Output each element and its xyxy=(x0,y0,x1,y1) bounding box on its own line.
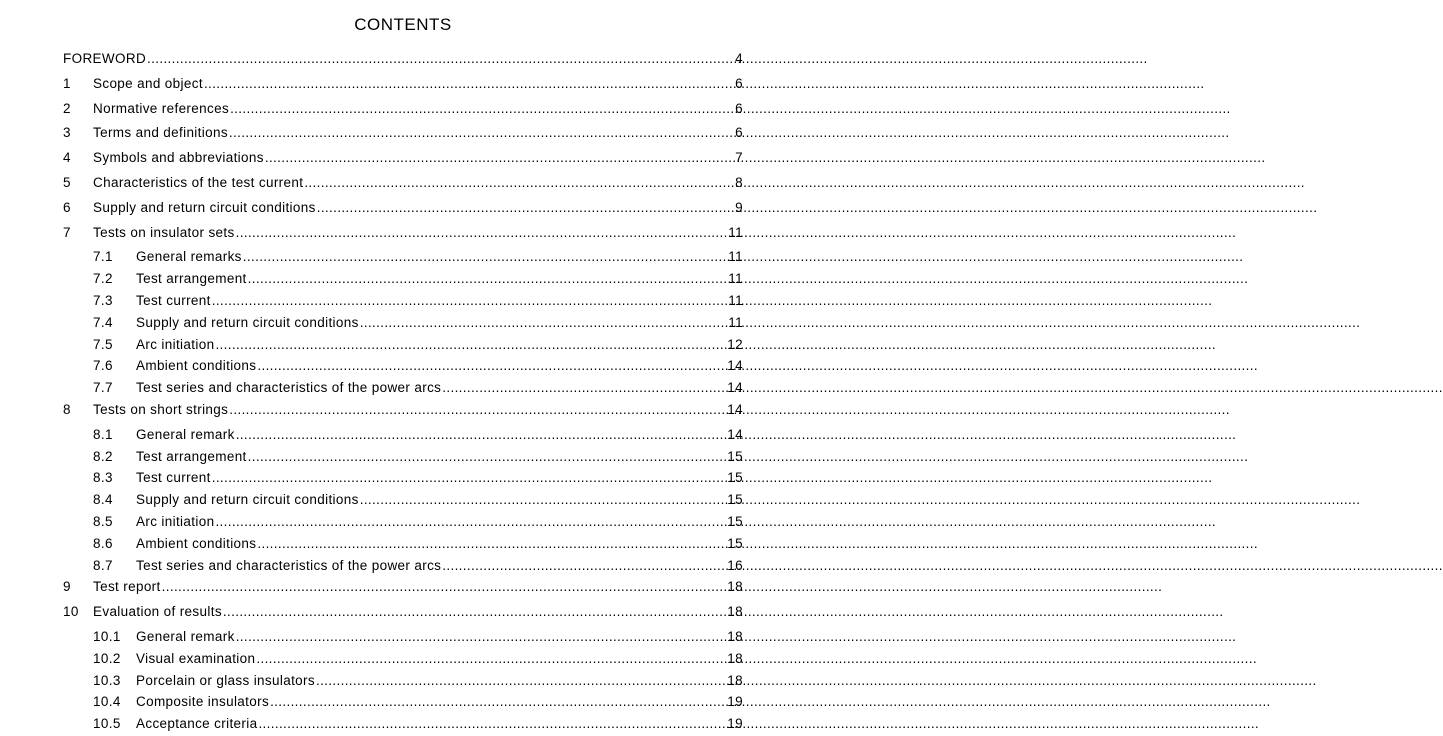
toc-entry[interactable] xyxy=(63,534,743,556)
toc-entry-title: Test current xyxy=(136,292,211,308)
toc-entry[interactable] xyxy=(63,148,743,173)
toc-dot-leader xyxy=(236,425,727,445)
toc-dot-leader xyxy=(257,356,726,376)
toc-entry-number: 7.7 xyxy=(93,380,113,396)
toc-dot-leader xyxy=(162,577,727,597)
toc-entry[interactable] xyxy=(63,223,743,248)
toc-entry[interactable] xyxy=(63,313,743,335)
toc-dot-leader xyxy=(248,447,727,467)
toc-entry-page: 11 xyxy=(728,314,743,330)
toc-entry[interactable] xyxy=(63,714,743,736)
toc-entry-title: Arc initiation xyxy=(136,513,215,529)
toc-entry-page: 6 xyxy=(735,75,743,91)
toc-entry[interactable] xyxy=(63,49,743,74)
toc-dot-leader xyxy=(147,49,734,69)
toc-entry-title: General remarks xyxy=(136,249,242,265)
toc-entry-number: 8 xyxy=(63,401,71,417)
toc-entry-page: 11 xyxy=(728,292,743,308)
toc-entry[interactable] xyxy=(63,74,743,99)
page-title: CONTENTS xyxy=(354,15,452,34)
toc-dot-leader xyxy=(270,692,726,712)
toc-dot-leader xyxy=(236,627,727,647)
toc-entry-number: 8.4 xyxy=(93,492,113,508)
toc-entry[interactable] xyxy=(63,671,743,693)
toc-entry-title: Symbols and abbreviations xyxy=(93,150,264,166)
toc-entry[interactable] xyxy=(63,198,743,223)
toc-entry[interactable] xyxy=(63,335,743,357)
toc-dot-leader xyxy=(304,173,734,193)
toc-entry-page: 15 xyxy=(727,470,743,486)
toc-dot-leader xyxy=(360,313,728,333)
toc-entry-page: 15 xyxy=(727,492,743,508)
toc-entry-title: General remark xyxy=(136,426,235,442)
toc-entry-number: 7.5 xyxy=(93,336,113,352)
toc-entry-page: 16 xyxy=(727,557,743,573)
toc-entry[interactable] xyxy=(63,577,743,602)
toc-entry[interactable] xyxy=(63,447,743,469)
toc-dot-leader xyxy=(317,198,734,218)
toc-entry-page: 7 xyxy=(735,150,743,166)
toc-entry-title: Test report xyxy=(93,579,161,595)
toc-dot-leader xyxy=(229,400,726,420)
toc-dot-leader xyxy=(360,490,727,510)
toc-entry-title: Scope and object xyxy=(93,75,203,91)
toc-entry-page: 15 xyxy=(727,448,743,464)
toc-entry[interactable] xyxy=(63,649,743,671)
toc-dot-leader xyxy=(212,291,728,311)
toc-entry-title: Test arrangement xyxy=(136,271,247,287)
toc-entry-title: Ambient conditions xyxy=(136,535,257,551)
toc-entry-page: 9 xyxy=(735,199,743,215)
toc-entry-title: Terms and definitions xyxy=(93,125,228,141)
toc-entry[interactable] xyxy=(63,356,743,378)
toc-entry[interactable] xyxy=(63,173,743,198)
toc-entry-page: 15 xyxy=(727,513,743,529)
toc-dot-leader xyxy=(257,534,726,554)
toc-entry-title: Tests on insulator sets xyxy=(93,224,235,240)
toc-entry-number: 9 xyxy=(63,579,71,595)
toc-dot-leader xyxy=(215,512,726,532)
toc-entry-title: Test current xyxy=(136,470,211,486)
toc-entry-page: 15 xyxy=(727,535,743,551)
toc-entry-number: 7.4 xyxy=(93,314,113,330)
toc-entry[interactable] xyxy=(63,269,743,291)
toc-entry-number: 2 xyxy=(63,100,71,116)
toc-entry-number: 7.3 xyxy=(93,292,113,308)
toc-entry-number: 8.1 xyxy=(93,426,113,442)
toc-entry-title: Composite insulators xyxy=(136,694,270,710)
toc-entry-title: Test series and characteristics of the power arcs xyxy=(136,380,442,396)
toc-entry-title: Visual examination xyxy=(136,650,256,666)
toc-entry-page: 6 xyxy=(735,100,743,116)
toc-entry-number: 8.3 xyxy=(93,470,113,486)
toc-entry-page: 14 xyxy=(727,380,743,396)
toc-entry-title: Arc initiation xyxy=(136,336,215,352)
toc-entry-title: FOREWORD xyxy=(63,51,147,66)
toc-entry-page: 19 xyxy=(727,716,743,732)
toc-entry[interactable] xyxy=(63,556,743,578)
toc-entry-title: Porcelain or glass insulators xyxy=(136,672,315,688)
toc-dot-leader xyxy=(204,74,734,94)
toc-entry[interactable] xyxy=(63,123,743,148)
toc-entry-page: 14 xyxy=(727,358,743,374)
toc-entry[interactable] xyxy=(63,512,743,534)
toc-entry-title: Supply and return circuit conditions xyxy=(136,314,359,330)
toc-entry-title: Characteristics of the test current xyxy=(93,174,304,190)
toc-dot-leader xyxy=(265,148,734,168)
toc-entry-title: Tests on short strings xyxy=(93,401,229,417)
toc-entry[interactable] xyxy=(63,627,743,649)
toc-entry-title: Supply and return circuit conditions xyxy=(93,199,316,215)
toc-dot-leader xyxy=(316,671,726,691)
toc-entry-page: 6 xyxy=(735,125,743,141)
toc-entry-page: 18 xyxy=(727,628,743,644)
toc-entry-page: 14 xyxy=(727,426,743,442)
toc-entry-number: 10 xyxy=(63,604,79,620)
toc-entry-title: Test series and characteristics of the power arcs xyxy=(136,557,442,573)
toc-dot-leader xyxy=(223,602,726,622)
toc-entry-page: 14 xyxy=(727,401,743,417)
toc-entry-page: 18 xyxy=(727,579,743,595)
toc-entry-number: 10.2 xyxy=(93,650,121,666)
toc-entry-number: 1 xyxy=(63,75,71,91)
toc-dot-leader xyxy=(258,714,726,734)
toc-entry[interactable] xyxy=(63,490,743,512)
toc-dot-leader xyxy=(236,223,728,243)
table-of-contents xyxy=(63,49,743,736)
toc-entry-page: 19 xyxy=(727,694,743,710)
toc-entry[interactable] xyxy=(63,468,743,490)
toc-dot-leader xyxy=(442,378,726,398)
toc-entry-title: Supply and return circuit conditions xyxy=(136,492,359,508)
toc-entry-page: 12 xyxy=(727,336,743,352)
toc-entry[interactable] xyxy=(63,425,743,447)
toc-entry-number: 10.3 xyxy=(93,672,121,688)
toc-entry-number: 7.2 xyxy=(93,271,113,287)
toc-entry-number: 3 xyxy=(63,125,71,141)
toc-entry-title: Evaluation of results xyxy=(93,604,222,620)
toc-entry-page: 11 xyxy=(728,224,743,240)
toc-entry[interactable] xyxy=(63,400,743,425)
toc-entry-number: 6 xyxy=(63,199,71,215)
toc-dot-leader xyxy=(248,269,728,289)
toc-entry-title: Normative references xyxy=(93,100,230,116)
toc-entry-title: General remark xyxy=(136,628,235,644)
toc-entry-title: Ambient conditions xyxy=(136,358,257,374)
toc-entry-number: 8.7 xyxy=(93,557,113,573)
toc-entry[interactable] xyxy=(63,692,743,714)
toc-entry-number: 7.6 xyxy=(93,358,113,374)
toc-entry-title: Acceptance criteria xyxy=(136,716,258,732)
toc-entry-page: 18 xyxy=(727,604,743,620)
toc-entry-page: 4 xyxy=(735,51,743,66)
toc-entry[interactable] xyxy=(63,602,743,627)
toc-dot-leader xyxy=(256,649,726,669)
toc-entry-number: 5 xyxy=(63,174,71,190)
toc-entry-number: 8.5 xyxy=(93,513,113,529)
toc-dot-leader xyxy=(230,99,734,119)
toc-entry[interactable] xyxy=(63,99,743,124)
toc-entry[interactable] xyxy=(63,247,743,269)
toc-entry-number: 10.1 xyxy=(93,628,121,644)
toc-entry[interactable] xyxy=(63,291,743,313)
toc-entry-number: 7.1 xyxy=(93,249,113,265)
toc-entry-page: 18 xyxy=(727,650,743,666)
toc-dot-leader xyxy=(442,556,726,576)
toc-entry-number: 8.6 xyxy=(93,535,113,551)
toc-dot-leader xyxy=(212,468,727,488)
toc-entry-number: 4 xyxy=(63,150,71,166)
toc-entry-number: 10.4 xyxy=(93,694,121,710)
toc-entry-number: 8.2 xyxy=(93,448,113,464)
toc-entry-page: 11 xyxy=(728,271,743,287)
toc-dot-leader xyxy=(215,335,726,355)
toc-entry-number: 7 xyxy=(63,224,71,240)
toc-dot-leader xyxy=(229,123,734,143)
toc-entry-page: 11 xyxy=(728,249,743,265)
toc-entry-page: 18 xyxy=(727,672,743,688)
toc-entry-number: 10.5 xyxy=(93,716,121,732)
toc-dot-leader xyxy=(243,247,727,267)
toc-entry-title: Test arrangement xyxy=(136,448,247,464)
toc-entry-page: 8 xyxy=(735,174,743,190)
toc-entry[interactable] xyxy=(63,378,743,400)
